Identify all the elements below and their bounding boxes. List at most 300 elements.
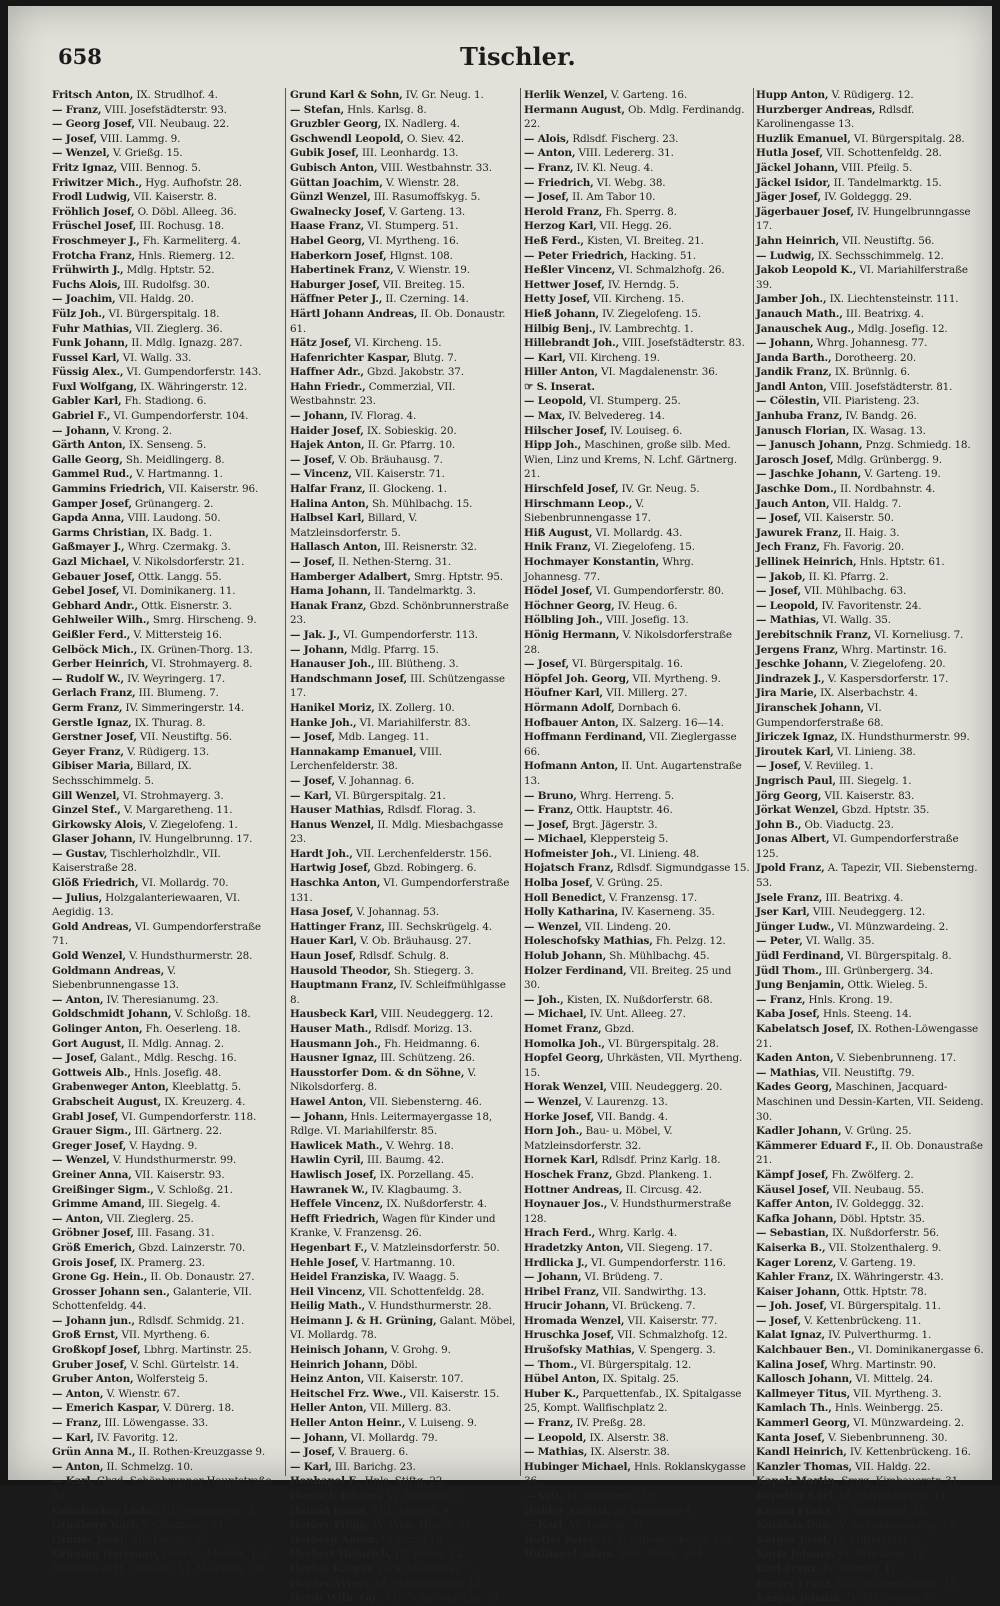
- entry-name: Herzog Karl,: [524, 220, 597, 233]
- entry-address: V. Ziegelofeng. 20.: [847, 658, 946, 671]
- entry-name: — Karl,: [524, 1519, 566, 1532]
- directory-page: [8, 6, 992, 1605]
- entry-name: Henzel Franz,: [290, 1504, 369, 1517]
- directory-entry: [756, 1226, 984, 1241]
- entry-address: Dorotheerg. 20.: [831, 351, 917, 364]
- directory-entry: [290, 1431, 516, 1446]
- entry-address: Maschinen, Jacquard-Maschinen und Dessin-Karten, VII. Seideng. 30.: [756, 1081, 984, 1123]
- directory-entry: [290, 716, 516, 731]
- entry-name: Herber Filipp,: [290, 1519, 371, 1532]
- entry-name: Hanikel Moriz,: [290, 701, 375, 714]
- directory-entry: [756, 818, 984, 833]
- entry-name: Jamber Joh.,: [756, 293, 827, 306]
- entry-address: Gbzd. Hptstr. 35.: [838, 804, 930, 817]
- entry-address: Rdlsdf. Florag. 3.: [384, 804, 476, 817]
- entry-name: Hätz Josef,: [290, 337, 352, 350]
- entry-address: VII. Zieglerg. 36.: [132, 322, 223, 335]
- entry-address: IV. Ziegelofeng. 15.: [598, 307, 702, 320]
- entry-name: Heimann J. & H. Grüning,: [290, 1314, 437, 1327]
- entry-address: Whrg. Johannesg. 77.: [813, 337, 928, 350]
- directory-entry: [524, 803, 750, 818]
- entry-name: Kepeller Karl,: [756, 1490, 836, 1502]
- entry-name: — Mathias,: [524, 1446, 588, 1459]
- directory-entry: [756, 540, 984, 555]
- entry-name: — Joh. Josef,: [756, 1300, 827, 1313]
- directory-entry: [52, 1095, 278, 1110]
- entry-name: Karla Johann,: [756, 1548, 835, 1561]
- entry-address: VI. Mondscheing. 15.: [371, 1577, 484, 1590]
- directory-entry: [756, 1401, 984, 1416]
- entry-name: Hupp Anton,: [756, 89, 829, 101]
- entry-name: Hanak Franz,: [290, 599, 367, 612]
- directory-entry: [52, 146, 278, 161]
- entry-address: VIII. Lammg. 9.: [96, 132, 181, 145]
- entry-address: VII. Breiteg. 15.: [379, 278, 465, 291]
- directory-entry: [52, 336, 278, 351]
- entry-name: Hawlisch Josef,: [290, 1168, 377, 1181]
- entry-name: Kaiserka B.,: [756, 1241, 826, 1254]
- entry-name: Janusch Florian,: [756, 424, 850, 437]
- entry-name: Jaschke Dom.,: [756, 483, 838, 496]
- entry-address: II. Haig. 3.: [841, 526, 900, 539]
- directory-entry: [52, 322, 278, 337]
- entry-address: Ob. Viaductg. 23.: [801, 818, 894, 831]
- directory-entry: [290, 920, 516, 935]
- directory-entry: [756, 920, 984, 935]
- entry-address: V. Krong. 2.: [109, 424, 173, 437]
- entry-address: V. Nikolsdorferg. 8.: [290, 1066, 477, 1094]
- entry-address: V. Garteng. 16.: [607, 89, 688, 101]
- entry-address: VII. Neubaug. 55.: [829, 1183, 924, 1196]
- directory-entry: [524, 161, 750, 176]
- directory-entry: [290, 1007, 516, 1022]
- directory-entry: [290, 657, 516, 672]
- entry-address: V. Reviileg. 1.: [800, 760, 874, 773]
- entry-address: VI. Linieng. 48.: [617, 847, 700, 860]
- entry-address: Hnls. Steeng. 14.: [819, 1008, 912, 1021]
- entry-address: Smrg. Kimbauerstr. 31.: [838, 1475, 962, 1488]
- entry-address: VI. Gumpendorferstraße 125.: [756, 833, 959, 860]
- directory-entry: [52, 1197, 278, 1212]
- directory-entry: [524, 132, 750, 147]
- entry-name: Haffner Adr.,: [290, 366, 364, 379]
- entry-address: Rdlsdf. Schmidg. 21.: [134, 1314, 245, 1327]
- directory-entry: [290, 1314, 516, 1343]
- directory-entry: [756, 686, 984, 701]
- entry-address: IX. Sechsschimmelg. 12.: [814, 249, 944, 262]
- entry-name: Grosser Johann sen.,: [52, 1285, 170, 1298]
- entry-address: VIII. Ledererg. 31.: [575, 147, 674, 160]
- directory-entry: [756, 555, 984, 570]
- directory-entry: [290, 1139, 516, 1154]
- directory-entry: [52, 745, 278, 760]
- entry-address: II. Ob. Donaustraße 21.: [756, 1139, 983, 1167]
- directory-entry: [52, 1445, 278, 1460]
- directory-entry: [756, 453, 984, 468]
- entry-address: Sh. Mühlbachg. 15.: [368, 497, 473, 510]
- entry-name: Kadler Johann,: [756, 1125, 842, 1138]
- entry-address: VI. Dominikanerg. 11.: [119, 585, 236, 598]
- directory-entry: [756, 511, 984, 526]
- entry-address: V. Hartmanng. 1.: [132, 468, 223, 481]
- entry-name: Gruber Anton,: [52, 1373, 134, 1386]
- entry-address: Gbzd. Plankeng. 1.: [612, 1168, 712, 1181]
- entry-name: Gottweis Alb.,: [52, 1066, 131, 1079]
- entry-address: V. Grießg. 15.: [109, 147, 183, 160]
- entry-name: Hipp Joh.,: [524, 439, 582, 452]
- entry-name: Heß Ferd.,: [524, 234, 584, 247]
- entry-address: IV. Gr. Neug. 1.: [402, 89, 484, 101]
- entry-name: Gebauer Josef,: [52, 570, 135, 583]
- entry-address: VIII. Josefstädterstr. 93.: [101, 103, 227, 116]
- entry-name: Jiranschek Johann,: [756, 701, 864, 714]
- entry-address: Hlgnst. 108.: [386, 249, 453, 262]
- directory-entry: [290, 263, 516, 278]
- directory-entry: [290, 1153, 516, 1168]
- entry-name: Herdt Wilh. Gg.,: [290, 1592, 383, 1605]
- directory-entry: [524, 1416, 750, 1431]
- entry-address: IV. Kettenbrückeng. 16.: [846, 1446, 971, 1459]
- entry-name: Gaßmayer J.,: [52, 541, 125, 554]
- directory-entry: [756, 789, 984, 804]
- directory-entry: [52, 453, 278, 468]
- directory-entry: [756, 978, 984, 993]
- entry-name: Frühwirth J.,: [52, 264, 124, 277]
- directory-entry: [524, 1328, 750, 1343]
- entry-address: V. Siebenbrunneng. 16.: [835, 1519, 959, 1532]
- entry-address: III. Reisnerstr. 32.: [380, 541, 477, 554]
- entry-address: IX. Thurag. 8.: [131, 716, 206, 729]
- directory-entry: [52, 117, 278, 132]
- entry-name: Henisch Johann,: [290, 1490, 384, 1502]
- entry-name: Hamberger Adalbert,: [290, 570, 411, 583]
- entry-address: Grinzing 18.: [378, 1533, 446, 1546]
- directory-entry: [524, 394, 750, 409]
- entry-name: — Julius,: [52, 891, 103, 904]
- entry-address: IV. Favoritg. 12.: [93, 1431, 178, 1444]
- directory-entry: [52, 657, 278, 672]
- directory-entry: [524, 716, 750, 731]
- directory-entry: [524, 905, 750, 920]
- entry-name: Jsele Franz,: [756, 891, 823, 904]
- entry-name: Herden Winc.,: [290, 1577, 372, 1590]
- entry-address: VI. Myrtheng. 16.: [364, 234, 459, 247]
- entry-address: VI. Gumpendorferstr. 80.: [592, 585, 724, 598]
- entry-address: V. Rüdigerg. 12.: [828, 89, 914, 101]
- directory-entry: [524, 234, 750, 249]
- entry-address: III. Siegelg. 4.: [144, 1198, 221, 1211]
- column-divider: [753, 88, 754, 1476]
- directory-entry: [52, 292, 278, 307]
- directory-entry: [524, 759, 750, 788]
- entry-name: Hawlin Cyril,: [290, 1154, 364, 1167]
- directory-entry: [524, 1168, 750, 1183]
- directory-entry: [52, 234, 278, 249]
- directory-entry: [290, 453, 516, 468]
- entry-address: III. Leonhardg. 13.: [358, 147, 459, 160]
- entry-address: Rdlsdf. Fischerg. 23.: [569, 132, 679, 145]
- entry-name: Hofmann Anton,: [524, 760, 619, 773]
- entry-address: IX. Hundsthurmerstr. 99.: [837, 731, 970, 744]
- entry-address: VI. Mollardg. 3.: [383, 1490, 468, 1502]
- entry-address: II. Czerning. 14.: [382, 293, 469, 306]
- entry-address: VIII. Laudong. 50.: [124, 512, 221, 525]
- directory-entry: [290, 628, 516, 643]
- entry-address: V. Johannag. 53.: [353, 906, 439, 919]
- entry-address: VIII. Albertg. 9.: [368, 1504, 452, 1517]
- entry-name: Gapda Anna,: [52, 512, 125, 525]
- entry-name: — Emerich Kaspar,: [52, 1402, 160, 1415]
- entry-address: IV. Mittersteig 3.: [843, 1592, 933, 1605]
- entry-address: Fh. Sperrg. 8.: [602, 205, 677, 218]
- directory-entry: [52, 686, 278, 701]
- entry-address: VII. Kaiserstr. 96.: [165, 483, 259, 496]
- entry-address: VII. Siegeng. 17.: [623, 1241, 713, 1254]
- entry-name: Halfar Franz,: [290, 483, 366, 496]
- entry-name: Karakas Dan.,: [756, 1519, 836, 1532]
- entry-address: Ottk. Eisnerstr. 3.: [137, 599, 232, 612]
- directory-entry: [756, 1343, 984, 1358]
- entry-name: Heilig Math.,: [290, 1300, 366, 1313]
- entry-address: II. Ob. Donaustr. 61.: [290, 307, 506, 335]
- entry-address: VI. Korneliusg. 7.: [871, 628, 964, 641]
- directory-entry: [756, 103, 984, 132]
- entry-address: IV. Waagg. 5.: [389, 1271, 460, 1284]
- entry-address: Fh. Favorig. 20.: [819, 541, 905, 554]
- entry-name: Kades Georg,: [756, 1081, 833, 1094]
- entry-name: — Josef,: [524, 658, 569, 671]
- entry-address: II. Nethen-Sterng. 31.: [334, 556, 451, 568]
- directory-entry: [756, 322, 984, 337]
- entry-address: Dornbach 6.: [614, 701, 681, 714]
- directory-entry: [290, 730, 516, 745]
- directory-entry: [290, 1547, 516, 1562]
- entry-address: VIII. Westbahnstr. 33.: [377, 161, 492, 174]
- directory-entry: [290, 380, 516, 409]
- directory-entry: [290, 1489, 516, 1504]
- entry-address: VI. Bürgerspitalg. 11.: [826, 1300, 941, 1313]
- entry-address: Parquettenfab., IX. Spitalgasse 25, Kompt. Wallfischplatz 2.: [524, 1387, 742, 1415]
- directory-entry: [756, 1022, 984, 1051]
- entry-name: Hefft Friedrich,: [290, 1212, 379, 1225]
- entry-address: V. Kaspersdorferstr. 17.: [824, 672, 949, 685]
- entry-name: Hettwer Josef,: [524, 278, 605, 291]
- entry-name: Größ Emerich,: [52, 1241, 136, 1254]
- directory-entry: [52, 1547, 278, 1576]
- directory-entry: [756, 132, 984, 147]
- entry-name: Jägerbauer Josef,: [756, 205, 854, 218]
- directory-entry: [52, 380, 278, 395]
- entry-address: Rdlsdf. Schulg. 8.: [355, 950, 449, 963]
- entry-name: Gebhard Andr.,: [52, 599, 138, 612]
- directory-entry: [756, 526, 984, 541]
- entry-name: Jser Karl,: [756, 906, 810, 919]
- entry-name: — Jakob,: [756, 570, 806, 583]
- directory-entry: [524, 1183, 750, 1198]
- entry-address: III. Löwengasse. 33.: [101, 1417, 209, 1430]
- entry-name: Kalina Josef,: [756, 1358, 828, 1371]
- entry-name: Heffele Vincenz,: [290, 1198, 384, 1211]
- entry-address: VI. Mariahilferstraße 39.: [756, 264, 968, 291]
- entry-address: II. Gr. Pfarrg. 10.: [364, 439, 456, 452]
- directory-entry: [290, 1299, 516, 1314]
- entry-name: John B.,: [756, 818, 802, 831]
- entry-name: Kahler Franz,: [756, 1271, 834, 1284]
- entry-address: V. Nikolsdorferstraße 28.: [524, 628, 732, 656]
- directory-entry: [524, 818, 750, 833]
- entry-name: Jüdl Thom.,: [756, 964, 823, 977]
- directory-entry: [756, 482, 984, 497]
- entry-address: V. Garteng. 19.: [836, 1256, 916, 1269]
- directory-entry: [290, 1445, 516, 1460]
- entry-name: Hillebrandt Joh.,: [524, 337, 620, 350]
- entry-name: Hübler August,: [524, 1504, 611, 1517]
- directory-entry: [756, 467, 984, 482]
- directory-entry: [524, 1270, 750, 1285]
- entry-name: Grone Gg. Hein.,: [52, 1271, 148, 1284]
- entry-name: Glöß Friedrich,: [52, 877, 139, 890]
- directory-entry: [524, 672, 750, 687]
- entry-name: Heitschel Frz. Wwe.,: [290, 1387, 407, 1400]
- entry-name: Haburger Josef,: [290, 278, 380, 291]
- directory-entry: [290, 219, 516, 234]
- entry-name: Karl Franz,: [756, 1562, 820, 1575]
- entry-name: — Franz,: [524, 804, 574, 817]
- entry-name: Hurzberger Andreas,: [756, 103, 876, 116]
- entry-address: V. Wienstr. 28.: [382, 176, 460, 189]
- entry-name: Janauschek Aug.,: [756, 322, 855, 335]
- directory-entry: [524, 993, 750, 1008]
- entry-name: Hutla Josef,: [756, 147, 823, 160]
- directory-entry: [524, 657, 750, 672]
- directory-entry: [524, 482, 750, 497]
- directory-entry: [524, 438, 750, 482]
- entry-name: Hermann August,: [524, 103, 625, 116]
- entry-name: Hottner Andreas,: [524, 1183, 623, 1196]
- entry-address: VII. Kircheng. 19.: [565, 351, 660, 364]
- directory-entry: [524, 1153, 750, 1168]
- entry-address: IX. Zollerg. 10.: [374, 701, 455, 714]
- entry-name: — Janusch Johann,: [756, 439, 863, 452]
- entry-name: Grünbacher Ludw.,: [52, 1504, 160, 1517]
- entry-address: VII. Schmalzhofg. 12.: [614, 1329, 728, 1342]
- directory-entry: [290, 876, 516, 905]
- entry-address: V. Haydng. 9.: [126, 1139, 198, 1152]
- entry-name: Gammel Rud.,: [52, 468, 133, 481]
- entry-name: Füssig Alex.,: [52, 366, 124, 379]
- entry-name: Hofbauer Anton,: [524, 716, 619, 729]
- entry-address: II. Glockeng. 1.: [365, 483, 447, 496]
- entry-name: Grimme Amand,: [52, 1198, 145, 1211]
- directory-entry: [756, 964, 984, 979]
- entry-name: Geißler Ferd.,: [52, 628, 131, 641]
- directory-entry: [756, 365, 984, 380]
- entry-address: II. Schmelzg. 10.: [103, 1460, 193, 1473]
- entry-address: VI. Mariahilferstr. 83.: [356, 716, 471, 729]
- entry-name: — Cölestin,: [756, 395, 820, 408]
- entry-name: Gschwendl Leopold,: [290, 132, 404, 145]
- entry-address: IV. Goldeggg. 29.: [820, 191, 912, 204]
- entry-name: Hoffmann Ferdinand,: [524, 731, 647, 744]
- entry-name: Heinisch Johann,: [290, 1344, 388, 1357]
- entry-name: Herberg Anton,: [290, 1533, 379, 1546]
- directory-entry: [290, 861, 516, 876]
- directory-entry: [290, 161, 516, 176]
- entry-address: VII. Kaiserstr. 71.: [351, 468, 445, 481]
- directory-entry: [524, 891, 750, 906]
- directory-column-2: [290, 88, 516, 1605]
- directory-entry: [756, 934, 984, 949]
- entry-name: Hauser Mathias,: [290, 804, 385, 817]
- entry-name: Hanus Wenzel,: [290, 818, 375, 831]
- entry-name: Kallosch Johann,: [756, 1373, 853, 1386]
- entry-name: — Veit,: [524, 1490, 564, 1502]
- entry-address: Hnls. Stiftg. 22.: [361, 1475, 446, 1488]
- entry-address: V. Hartmanng. 10.: [358, 1256, 456, 1269]
- directory-entry: [52, 307, 278, 322]
- entry-address: III. Fasang. 31.: [133, 1227, 215, 1240]
- directory-entry: [290, 190, 516, 205]
- entry-name: Hanke Joh.,: [290, 716, 357, 729]
- directory-entry: [52, 1183, 278, 1198]
- entry-name: Kämmerer Eduard F.,: [756, 1139, 879, 1152]
- entry-address: II. Mdlg. Annag. 2.: [124, 1037, 224, 1050]
- entry-address: VII. Mühlbachg. 63.: [800, 585, 907, 598]
- entry-address: VI. Gfrornerg. 10.: [563, 1490, 658, 1502]
- entry-address: Hnls. Weinbergg. 25.: [831, 1402, 944, 1415]
- entry-name: — Anton,: [524, 147, 576, 160]
- entry-address: IV. Wbn. Hptstr. 29.: [370, 1519, 474, 1532]
- entry-name: Janhuba Franz,: [756, 410, 843, 423]
- directory-entry: [290, 438, 516, 453]
- entry-address: Fh. Heidmanng. 6.: [380, 1037, 480, 1050]
- entry-address: VII. Millerg. 83.: [366, 1402, 452, 1415]
- directory-entry: [756, 861, 984, 890]
- directory-entry: [756, 161, 984, 176]
- entry-name: Hawranek W.,: [290, 1183, 369, 1196]
- entry-name: — Leopold,: [524, 1431, 587, 1444]
- entry-address: Uhrkästen, VII. Myrtheng. 15.: [524, 1052, 743, 1079]
- entry-address: IX. Strudlhof. 4.: [133, 89, 218, 101]
- entry-name: Kabelatsch Josef,: [756, 1023, 855, 1035]
- entry-address: V. Siebenbrunnengasse 17.: [524, 497, 651, 525]
- entry-name: Frodl Ludwig,: [52, 191, 131, 204]
- entry-name: — Leopold,: [524, 395, 587, 408]
- entry-name: Handschmann Josef,: [290, 672, 408, 685]
- directory-entry: [290, 88, 516, 103]
- entry-address: IV. Humboldg. 35.: [833, 1504, 929, 1517]
- entry-name: — Josef,: [52, 132, 97, 145]
- directory-entry: [524, 365, 750, 380]
- entry-address: IV. Schleifmühlg. 5.: [375, 1562, 478, 1575]
- entry-name: Heßler Vincenz,: [524, 264, 616, 277]
- directory-entry: [756, 1358, 984, 1373]
- entry-address: Galant., Mdlg. Reschg. 16.: [96, 1052, 237, 1065]
- entry-name: Hattinger Franz,: [290, 920, 385, 933]
- directory-entry: [756, 1285, 984, 1300]
- directory-entry: [756, 424, 984, 439]
- directory-entry: [756, 1183, 984, 1198]
- entry-name: — Mathias,: [756, 1066, 820, 1079]
- entry-address: IX. Waisg. 12.: [391, 1548, 466, 1561]
- entry-name: Habel Georg,: [290, 234, 365, 247]
- entry-address: IV. Kaserneng. 35.: [618, 906, 715, 919]
- entry-address: IX. Währingerstr. 43.: [833, 1271, 944, 1284]
- directory-entry: [52, 1504, 278, 1519]
- entry-address: VII. Kircheng. 15.: [590, 293, 685, 306]
- entry-name: Hiß August,: [524, 526, 593, 539]
- entry-address: VII. Stolzenthalerg. 9.: [825, 1241, 942, 1254]
